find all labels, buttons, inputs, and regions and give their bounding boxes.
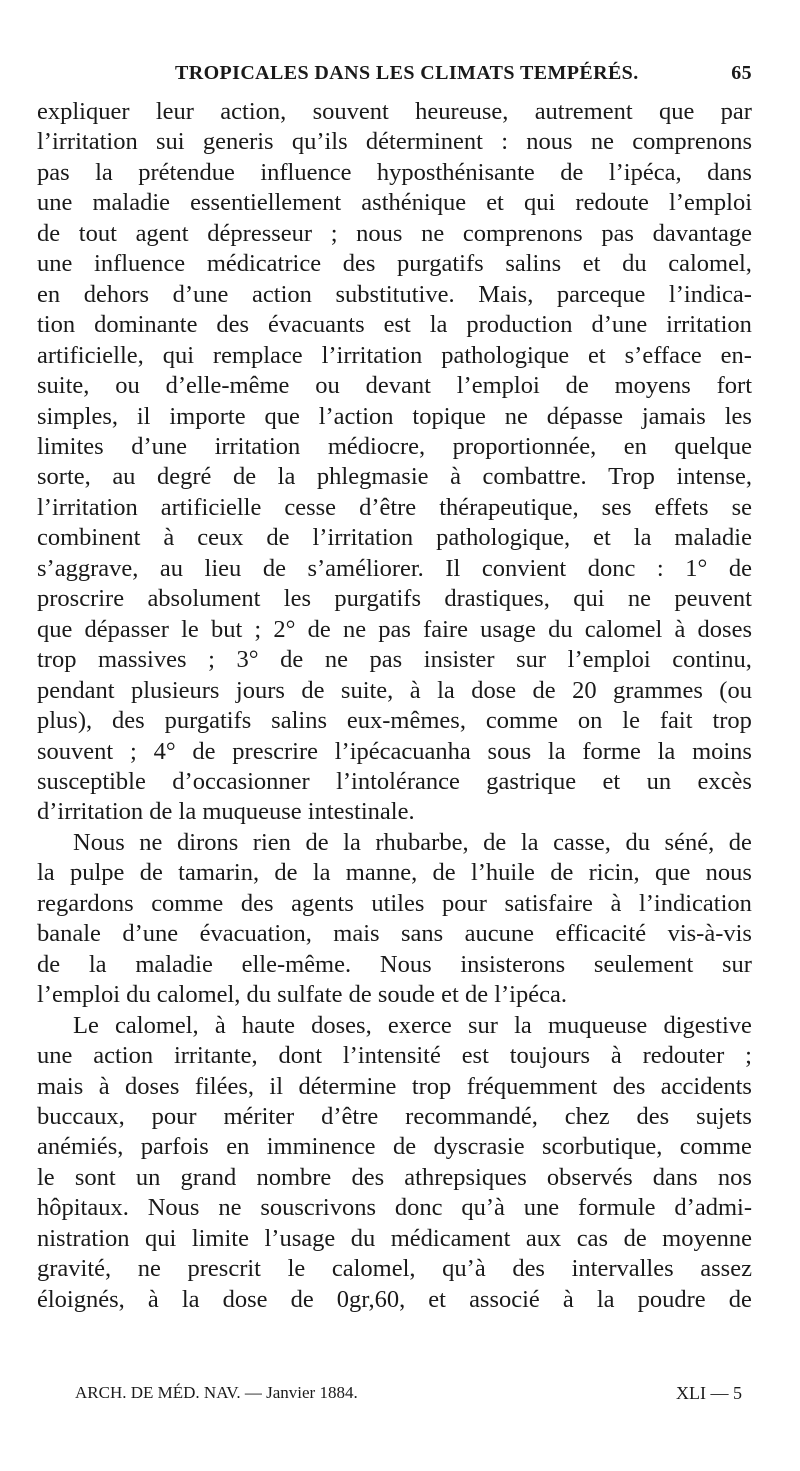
text-line: regardons comme des agents utiles pour satisfaire à l’indication <box>37 889 752 917</box>
text-line: Nous ne dirons rien de la rhubarbe, de la casse, du séné, de <box>73 828 752 856</box>
text-line: l’emploi du calomel, du sulfate de soude et de l’ipéca. <box>37 981 567 1009</box>
text-line: sorte, au degré de la phlegmasie à combattre. Trop intense, <box>37 463 752 491</box>
text-line: banale d’une évacuation, mais sans aucune efficacité vis-à-vis <box>37 920 752 948</box>
text-line: expliquer leur action, souvent heureuse, autrement que par <box>37 98 752 125</box>
text-line: mais à doses filées, il détermine trop fréquemment des accidents <box>37 1072 752 1100</box>
text-line: gravité, ne prescrit le calomel, qu’à des intervalles assez <box>37 1255 752 1283</box>
text-line: en dehors d’une action substitutive. Mais, parceque l’indica- <box>37 280 752 308</box>
body-text <box>37 97 752 1315</box>
text-line: hôpitaux. Nous ne souscrivons donc qu’à une formule d’admi- <box>37 1194 752 1222</box>
journal-reference: ARCH. DE MÉD. NAV. — Janvier 1884. <box>75 1383 358 1402</box>
text-line: pendant plusieurs jours de suite, à la dose de 20 grammes (ou <box>37 676 752 704</box>
text-line: trop massives ; 3° de ne pas insister sur l’emploi continu, <box>37 646 752 674</box>
text-line: d’irritation de la muqueuse intestinale. <box>37 798 415 826</box>
text-line: le sont un grand nombre des athrepsiques observés dans nos <box>37 1163 752 1191</box>
text-line: l’irritation sui generis qu’ils déterminent : nous ne comprenons <box>37 128 752 156</box>
text-line: simples, il importe que l’action topique ne dépasse jamais les <box>37 402 752 430</box>
text-line: une influence médicatrice des purgatifs salins et du calomel, <box>37 250 752 278</box>
text-line: que dépasser le but ; 2° de ne pas faire usage du calomel à doses <box>37 615 752 643</box>
running-title: TROPICALES DANS LES CLIMATS TEMPÉRÉS. <box>175 62 639 84</box>
text-line: artificielle, qui remplace l’irritation pathologique et s’efface en- <box>37 341 752 369</box>
signature-mark: XLI — 5 <box>676 1383 742 1403</box>
page-number: 65 <box>731 62 752 84</box>
text-line: combinent à ceux de l’irritation pathologique, et la maladie <box>37 524 752 552</box>
text-line: éloignés, à la dose de 0gr,60, et associé à la poudre de <box>37 1285 752 1313</box>
text-line: tion dominante des évacuants est la production d’une irritation <box>37 311 752 339</box>
text-line: proscrire absolument les purgatifs drastiques, qui ne peuvent <box>37 585 752 613</box>
text-line: buccaux, pour mériter d’être recommandé, chez des sujets <box>37 1102 752 1130</box>
text-line: anémiés, parfois en imminence de dyscrasie scorbutique, comme <box>37 1133 752 1161</box>
text-line: s’aggrave, au lieu de s’améliorer. Il convient donc : 1° de <box>37 554 752 582</box>
page-footer <box>37 1383 752 1404</box>
text-line: plus), des purgatifs salins eux-mêmes, comme on le fait trop <box>37 707 752 735</box>
text-line: de la maladie elle-même. Nous insisterons seulement sur <box>37 950 752 978</box>
page <box>37 62 752 1315</box>
text-line: l’irritation artificielle cesse d’être thérapeutique, ses effets se <box>37 493 752 521</box>
text-line: de tout agent dépresseur ; nous ne comprenons pas davantage <box>37 219 752 247</box>
text-line: suite, ou d’elle-même ou devant l’emploi de moyens fort <box>37 372 752 400</box>
text-line: nistration qui limite l’usage du médicament aux cas de moyenne <box>37 1224 752 1252</box>
text-line: Le calomel, à haute doses, exerce sur la muqueuse digestive <box>73 1011 752 1039</box>
text-line: une maladie essentiellement asthénique et qui redoute l’emploi <box>37 189 752 217</box>
text-line: pas la prétendue influence hyposthénisante de l’ipéca, dans <box>37 158 752 186</box>
text-line: susceptible d’occasionner l’intolérance gastrique et un excès <box>37 767 752 795</box>
text-line: souvent ; 4° de prescrire l’ipécacuanha sous la forme la moins <box>37 737 752 765</box>
text-line: limites d’une irritation médiocre, proportionnée, en quelque <box>37 432 752 460</box>
running-head <box>37 62 752 85</box>
text-line: la pulpe de tamarin, de la manne, de l’huile de ricin, que nous <box>37 859 752 887</box>
text-line: une action irritante, dont l’intensité est toujours à redouter ; <box>37 1042 752 1070</box>
